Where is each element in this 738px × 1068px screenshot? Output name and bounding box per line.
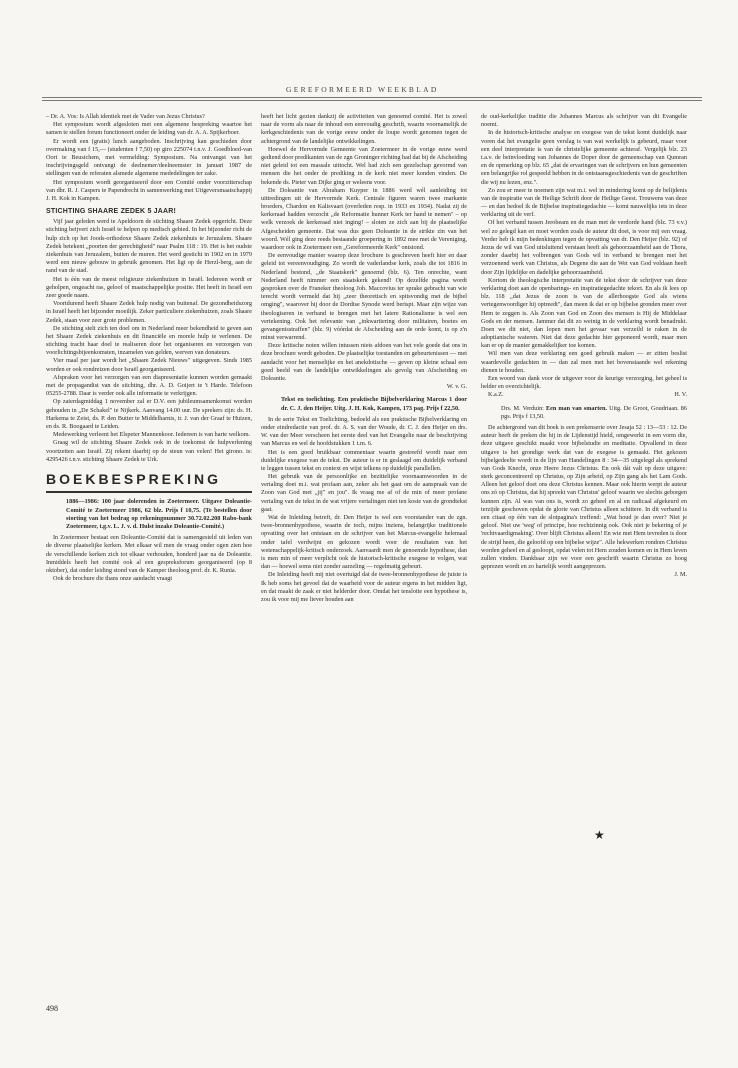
paragraph: Medewerking verleent het Elspeter Mannenkoor. Iedereen is van harte welkom. <box>53 431 251 439</box>
paragraph: Deze kritische noten willen intussen niets afdoen van het vele goede dat ons in deze brochure wordt geboden. De plaatselijke toestanden en gebeurtenissen — met aandacht voor het menselijke en het anekdotische — geven op kleine schaal een goed beeld van de landelijke ontwikkelingen als gevolg van Afscheiding en Doleantie. <box>261 342 467 382</box>
book-entry-text: Tekst en toelichting. Een praktische Bijbelverklaring Marcus 1 door dr. C. J. den Heijer. Uitg. J. H. Kok, Kampen, 173 pag. Prijs f 22,50. <box>281 396 467 412</box>
paragraph: In Zoetermeer bestaat een Doleantie-Comité dat is samengesteld uit leden van de diverse plaatselijke kerken. Met elkaar wil men de vraag onder ogen zien hoe de verschillende kerken zich tot elkaar verhouden, honderd jaar na de Doleantie. Inmiddels heeft het comité ook al een gespreksforum georganiseerd (op 8 oktober), dat onder leiding stond van de Kamper theoloog prof. dr. K. Runia. <box>46 534 252 574</box>
signature-left: K.a.Z. <box>488 391 504 399</box>
book-entry <box>261 396 467 412</box>
paragraph: Of het verband tussen Jerobeam en de man met de verdorde hand (blz. 73 v.v.) wel zo gelegd kan en moet worden zoals de auteur dit doet, is voor mij een vraag. Verder heb ik mijn bedenkingen tegen de opvatting van dr. Den Heijer (blz. 92) of Jezus de wil van God uitsluitend verstaan heeft als gehoorzaamheid aan de Thora, zonder daarbij het volbrengen van Gods wil in verband te brengen met het verzoenend werk van Christus, als Degene die aan de Wet van God voldaan heeft door Zijn lijdelijke en dadelijke gehoorzaamheid. <box>481 219 687 276</box>
paragraph: heeft het licht gezien dankzij de activiteiten van genoemd comité. Het is zowel naar de vorm als naar de inhoud een eenvoudig geschrift, waarin voornamelijk de kerkgeschiedenis van de vorige eeuw onder de loupe wordt genomen tegen de achtergrond van de landelijke ontwikkelingen. <box>261 113 467 145</box>
section-heading: STICHTING SHAARE ZEDEK 5 JAAR! <box>46 208 177 216</box>
paragraph: Hoewel de Hervormde Gemeente van Zoetermeer in de vorige eeuw werd gediend door predikanten van de zgn Groninger richting had dat bij de Afscheiding niet geleid tot een massale uittocht. Wel had zich een gezelschap gevormd van mensen die het onder de prediking in de kerk niet meer konden vinden. De bekende ds. Pieter van Dijke ging er weleens voor. <box>261 145 467 186</box>
paragraph: Wat de Inleiding betreft, dr. Den Heijer is wel een voorstander van de zgn. twee-bronnenhypothese, waarin de toch, mijns inziens, belangrijke traditionele opvatting over het ontstaan en de schrijver van het Marcus-evangelie helemaal onder tafel verdwijnt en gekozen wordt voor de resultaten van het wetenschappelijk-kritisch onderzoek. Aanvaardt men de genoemde hypothese, dan is men min of meer verplicht ook de historisch-kritische exegese te volgen, wat dan — hoewel soms niet zonder aarzeling — regelmatig gebeurt. <box>261 514 467 571</box>
header-rule-2 <box>42 100 702 101</box>
paragraph: De Doleantie van Abraham Kuyper in 1886 werd wél aanleiding tot uittredingen uit de Hervormde Kerk. Centrale figuren waren twee markante broeders, Chardon en Kalisvaart (overleden resp. in 1933 en 1934). Nadat zij de kerkeraad hadden verzocht „de Reformatie hunner Kerk ter hand te nemen" – op welk verzoek de kerkeraad niet inging! – sloten ze zich aan bij de plaatselijke Afgescheiden gemeente. Dat was dus geen Doleantie in de strikte zin van het woord. Wél ging deze reeds bestaande groepering in 1892 mee met de Vereniging, waardoor ook in Zoetermeer een „Gereformeerde Kerk" ontstond. <box>261 186 467 251</box>
paragraph: Er wordt een (gratis) lunch aangeboden. Inschrijving kan geschieden door overmaking van f 15,— (studenten f 7,50) op giro 225074 t.n.v. J. Goedbloed-van Oort te Beusichem, met vermelding: Symposium. Na ontvangst van het inschrijvingsgeld ontvangt de deelnemer/deelneemster in januari 1987 de stellingen van de referaten alsmede algemene mededelingen ter zake. <box>46 137 252 178</box>
column-right <box>481 113 687 580</box>
signature-line <box>481 391 687 399</box>
book-entry-author: Drs. M. Verduin: <box>501 404 546 412</box>
paragraph: Op zaterdagmiddag 1 november zal er D.V. een jubileumsamenkomst worden gehouden in „De Schakel" te Nijkerk. Aanvang 14.00 uur. De sprekers zijn: ds. H. Harkema te Zeist, ds. P. den Butter te Middelharnis, ir. J. van der Graaf te Huizen, en ds. R. Boogaard te Leiden. <box>46 398 252 430</box>
signature: W. v. G. <box>446 383 467 391</box>
paragraph: Het is één van de meest religieuze ziekenhuizen in Israël. Iedereen wordt er geholpen, ongeacht ras, geloof of maatschappelijke positie. Het heeft in Israël een zeer goede naam. <box>46 275 252 299</box>
masthead: GEREFORMEERD WEEKBLAD <box>286 85 439 94</box>
paragraph: de oud-kerkelijke traditie die Johannes Marcus als schrijver van dit Evangelie noemt. <box>481 113 687 129</box>
section-banner: BOEKBESPREKING <box>46 470 252 493</box>
header-rule-1 <box>42 97 702 98</box>
paragraph: Het is een goed bruikbaar commentaar waarin gestreefd wordt naar een duidelijke exegese van de tekst. De auteur is er in geslaagd om duidelijk verband te leggen tussen tekst en context en wijst telkens op duidelijk parallellen. <box>261 448 467 472</box>
book-entry-text: 1886—1986: 100 jaar dolerenden in Zoetermeer. Uitgave Doleantie-Comité te Zoetermeer 1986, 62 blz. Prijs f 10,75. (Te bestellen door storting van het bedrag op rekeningnummer 30.72.02.208 Rabo-bank Zoetermeer, t.g.v. L. J. v. d. Hulst inzake Doleantie-Comité.) <box>66 498 252 530</box>
paragraph: De eenvoudige manier waarop deze brochure is geschreven heeft hier en daar geleid tot vereenvoudiging. Zo wordt de vaderlandse kerk, zoals die tot 1816 in Nederland bestond, „de Staatskerk" genoemd (blz. 6). Ten onrechte, want Nederland heeft nimmer een staatskerk gekend! Op dezelfde pagina wordt gesproken over de Franeker theoloog Joh. Maccovius ter sprake gebracht van wie terecht wordt vermeld dat hij „zeer theoretisch en spitsvondig met de bijbel omging", waarover hij door de Dordtse Synode werd berispt. Maar zijn wijze van theologiseren in verband te brengen met het latere Rationalisme is wel een vertekening. Ook het relevante van „inkwartiering door militairen, boetes en gevangenisstraffen" (blz. 9) vóórdat de Afscheiding aan de orde komt, is op z'n minst verwarrend. <box>261 252 467 342</box>
paragraph: Vijf jaar geleden werd te Apeldoorn de stichting Shaare Zedek opgericht. Deze stichting beijvert zich Israël te helpen op medisch gebied. In het bijzonder richt de hulp zich op het Joods-orthodoxe Shaare Zedek ziekenhuis te Jeruzalem. Shaare Zedek betekent „poorten der gerechtigheid" naar Psalm 118 : 19. Het is het oudste ziekenhuis van Jeruzalem, buiten de muren. Het werd gesticht in 1902 en in 1979 werd een nieuw gebouw in gebruik genomen. Het ligt op de Herzl-berg, aan de rand van de stad. <box>46 218 252 275</box>
paragraph: In de serie Tekst en Toelichting, bedoeld als een praktische Bijbelverklaring en onder eindredactie van prof. dr. A. S. van der Woude, dr. C. J. den Heijer en drs. W. van der Meer verscheen het eerste deel van het Evangelie naar de beschrijving van Marcus en wel de hoofdstukken 1 t.m. 6. <box>261 415 467 448</box>
book-entry <box>46 498 252 531</box>
column-middle <box>261 113 467 604</box>
book-entry-details: Uitg. De Groot, Goudriaan. 86 pgs. Prijs f 13,50. <box>501 404 687 420</box>
paragraph: De Inleiding heeft mij niet overtuigd dat de twee-bronnenhypothese de juiste is Ik heb soms het gevoel dat de waarheid voor de auteur ergens in het midden ligt, en dat maakt de zaak er niet helderder door. Omdat het tenslotte een hypothese is, zou ik voor mij me liever houden aan <box>261 571 467 603</box>
paragraph: Een woord van dank voor de uitgever voor de keurige verzorging, het geheel is helder en overzichtelijk. <box>481 375 687 391</box>
paragraph: Zo zou er meer te noemen zijn wat m.i. wel in mindering komt op de belijdenis van de inspiratie van de Heilige Schrift door de Heilige Geest. Trouwens van deze — en dan bedoel ik de Bijbelse inspiratiegedachte — komt nauwelijks iets in deze verklaring uit de verf. <box>481 186 687 219</box>
star-ornament-icon: ★ <box>594 828 605 842</box>
paragraph: Graag wil de stichting Shaare Zedek ook in de toekomst de hulpverlening voortzetten aan Israël. Zij rekent daarbij op de steun van velen! Het girono. is: 4295426 t.n.v. stichting Shaare Zedek te Urk. <box>46 439 252 463</box>
paragraph: Het symposium wordt georganiseerd door een Comité onder voorzitterschap van dhr. R. J. Caspers te Papendrecht in samenwerking met Uitgeversmaatschappij J. H. Kok in Kampen. <box>46 178 252 202</box>
signature: J. M. <box>674 571 687 579</box>
paragraph: In de historisch-kritische analyse en exegese van de tekst komt duidelijk naar voren dat het evangelie geen verslag is van wat werkelijk is gebeurd, maar voor een deel interpretatie is van de christelijke gemeente achteraf. Vergelijk blz. 23 t.a.v. de beïnvloeding van Johannes de Doper door de gemeenschap van Qumran en de opmerking op blz. 65 „dat de ervaringen van de schrijvers en hun gemeenten een belangrijke rol gespeeld hebben in de ontstaansgeschiedenis van de geschriften die wij nu lezen, enz.". <box>481 129 687 186</box>
paragraph: De achtergrond van dit boek is een prekenserie over Jesaja 52 : 13—53 : 12. De auteur heeft de preken die hij in de Lijdenstijd hield, omgewerkt in een vorm die, deze uitgave geschikt maakt voor bijbelstudie en meditatie. Opvallend in deze uitgave is het grondige werk dat van de exegese is gemaakt. Het gekozen bijbelgedeelte wordt in de lijn van Handelingen 8 : 34—35 uitgelegd als sprekend van Gods Knecht, onze Heere Jezus Christus. En ook dát valt op deze uitgave: sterk geconcentreerd op Christus, op Zijn arbeid, op Zijn gang als het Lam Gods. Alleen het geloof doet ons deze Christus kennen. Maar ook hierin werpt de auteur ons zó op Christus, dat hij spreekt van Christus' geloof waarin we slechts geborgen kunnen zijn. Al was van ons is, wordt zo geheel en al en radicaal afgekeurd en terzijde geschoven opdat de glorie van Christus alleen schittere. In dit verband is een citaat op één van de slotpagina's treffend: „Wat houd je dan over? Niet je geloof. Niet uw 'weg' of principe, hoe rechtzinnig ook. Ook niet je bekering of je 'rechtvaardigmaking'. Over blijft Christus alleen! En wie met Hem tevreden is door de strijd heen, die geloofd op een bijbelse wijze". Alle hekwerken rondom Christus worden geheel en al gesloopt, opdat velen tot Hem zouden komen en in Hem leven zullen vinden. Dankbaar zijn we voor een geschrift waarin Christus zo hoog geprezen wordt en zo hartelijk wordt aangeprezen. <box>481 423 688 571</box>
paragraph: Afspraken voor het verzorgen van een diapresentatie kunnen worden gemaakt met de propagandist van de stichting, dhr. A. D. Goijert te 't Harde. Telefoon 05255-2788. Daar is verder ook alle informatie te verkrijgen. <box>46 373 252 398</box>
paragraph: Voortdurend heeft Shaare Zedek hulp nodig van buitenaf. De gezondheidszorg in Israël heeft het bijzonder moeilijk. Zeker particuliere ziekenhuizen, zoals Shaare Zedek, staan voor zeer grote problemen. <box>46 300 252 324</box>
paragraph: Het symposium wordt afgesloten met een algemene bespreking waartoe het samen te stellen forum functioneert onder de leiding van dr. A. A. Spijkerboer. <box>46 121 252 137</box>
signature-right: H. V. <box>674 391 687 399</box>
column-left <box>46 113 252 583</box>
paragraph: Het gebruik van de persoonlijke en bezittelijke voornaamwoorden in de vertaling doet m.i. wat profaan aan, zeker als het gaat om de aanspraak van de Zoon van God met „jij" en jou". Ik vraag me af of de min of meer profane vertaling van de tekst in de wat vrijere vertalingen niet ten koste van de grondtekst gaat. <box>261 473 467 513</box>
book-entry-title: Een man van smarten. <box>545 404 608 412</box>
paragraph: Vier maal per jaar wordt het „Shaare Zedek Nieuws" uitgegeven. Sinds 1985 worden er ook rondreizen door Israël georganiseerd. <box>46 357 252 373</box>
paragraph: Ook de brochure die thans onze aandacht vraagt <box>53 575 173 583</box>
page-number: 498 <box>46 1004 58 1013</box>
paragraph: Wil men van deze verklaring een goed gebruik maken — er zitten beslist waardevolle gedachten in — dan zal men met het bovenstaande wel rekening dienen te houden. <box>481 350 687 374</box>
paragraph: De stichting stelt zich ten doel om in Nederland meer bekendheid te geven aan het Shaare Zedek ziekenhuis en dit financiële en morele hulp te verlenen. De stichting tracht haar doel te realiseren door het organiseren en verzorgen van voorlichtingsbijeenkomsten, inzamelen van gelden, werven van donateurs. <box>46 324 252 357</box>
book-entry <box>481 405 687 421</box>
paragraph: Kortom de theologische interpretatie van de tekst door de schrijver van deze verklaring doet aan de openbarings- en inspiratiegedachte tekort. En als ik lees op blz. 118 „dat Jezus de zoon is van de allerhoogste God als wiens vertegenwoordiger hij optreedt", dan meen ik dat er op bijbelse gronden meer over Hem te zeggen is. Als Zoon van God en Zoon des mensen is Hij de Middelaar Gods en der mensen. Jammer dat dit zo weinig in de verklaring wordt benadrukt. Doen we dit niet, dan lopen men het gevaar van verzeild te raken in de adoptianische wateren. Niet dat deze gedachte hier geponeerd wordt, maar men kan er op de manier gemakkelijker toe komen. <box>481 276 687 350</box>
paragraph: – Dr. A. Vos: Is Allah identiek met de Vader van Jezus Christus? <box>46 113 205 120</box>
